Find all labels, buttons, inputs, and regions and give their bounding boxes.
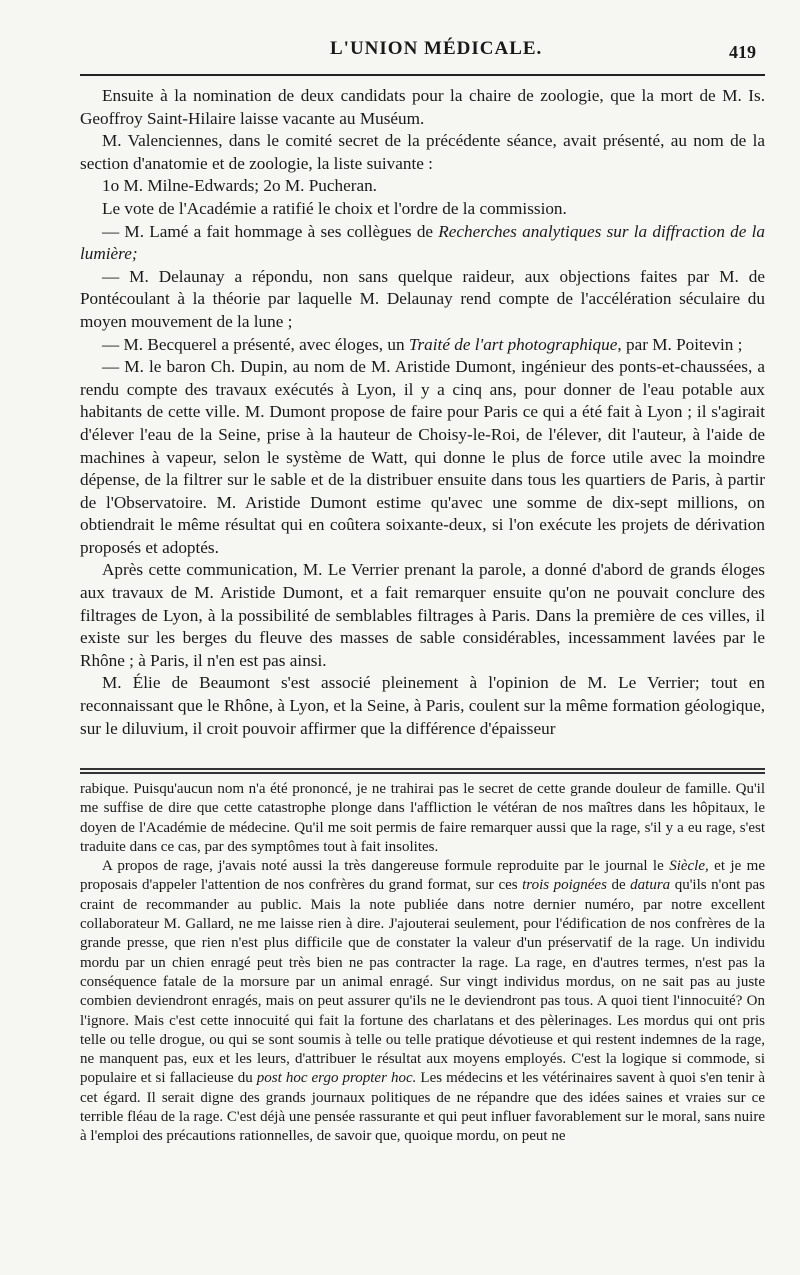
italic-phrase: trois poignées (522, 877, 607, 894)
becquerel-text-end: , par M. Poitevin ; (617, 334, 743, 354)
feuilleton-text: et je me proposais d'appeler l'attention de nos confrères du grand format, sur ces (80, 858, 765, 894)
feuilleton-text: de (606, 877, 631, 894)
paragraph-elie-de-beaumont: M. Élie de Beaumont s'est associé pleinement à l'opinion de M. Le Verrier; tout en reconnaissant que le Rhône, à Lyon, et la Seine, à Paris, coulent sur la même formation géologique, sur le diluvium, il croit pouvoir affirmer que la différence d'épaisseur (80, 673, 765, 738)
paragraph-delaunay: — M. Delaunay a répondu, non sans quelque raideur, aux objections faites par M. de Pontécoulant à la théorie par laquelle M. Delaunay rend compte de l'accélération séculaire du moyen mouvement de la lune ; (80, 266, 765, 331)
feuilleton-text: qu'ils n'ont pas craint de recommander au public. Mais la note publiée dans notre dernier numéro, par notre excellent collaborateur M. Gallard, ne me laisse rien à dire. J'ajouterai seulement, pour l'édification de nos confrères de la grande presse, que rien n'est plus difficile que de constater la valeur d'un préservatif de la rage. Un individu mordu par un chien enragé peut très bien ne pas contracter la rage. La rage, en d'autres termes, n'est pas la conséquence fatale de la morsure par un animal enragé. Sur vingt individus mordus, on ne sait pas au juste combien deviendront enragés, mais on peut assurer qu'ils ne le deviendront pas tous. A quoi tient l'innocuité? On l'ignore. Mais c'est cette innocuité qui fait la fortune des charlatans et des pèlerinages. Les mordus qui ont pris telle ou telle drogue, ou qui se sont soumis à telle ou telle pratique dévotieuse et qui restent indemnes de la rage, ne manquent pas, eux et les leurs, d'attribuer le résultat aux moyens employés. C'est la logique si commode, si populaire et si fallacieuse du (80, 877, 765, 1087)
feuilleton-column (80, 780, 765, 1147)
lame-text: — M. Lamé a fait hommage à ses collègues de (102, 221, 439, 241)
paragraph-zoology-chair: Ensuite à la nomination de deux candidats pour la chaire de zoologie, que la mort de M. Is. Geoffroy Saint-Hilaire laisse vacante au Muséum. (80, 86, 765, 128)
main-text-column (80, 85, 765, 740)
becquerel-work-title: Traité de l'art photographique (408, 334, 618, 354)
feuilleton-paragraph-1: rabique. Puisqu'aucun nom n'a été prononcé, je ne trahirai pas le secret de cette grande douleur de famille. Qu'il me suffise de dire que cette catastrophe plonge dans l'affliction le vétéran de nos maîtres dans les hôpitaux, le doyen de l'Académie de médecine. Qu'il me soit permis de faire remarquer aussi que la rage, s'il y a eu rage, s'est traduite dans ce cas, par des symptômes tout à fait insolites. (80, 781, 765, 855)
running-title: L'UNION MÉDICALE. (330, 38, 543, 59)
latin-phrase: post hoc ergo propter hoc. (256, 1070, 417, 1087)
journal-name: Siècle, (669, 858, 709, 875)
paragraph-becquerel (80, 334, 765, 357)
italic-phrase: datura (630, 877, 671, 894)
feuilleton-text: Les médecins et les vétérinaires savent à quoi s'en tenir à cet égard. Il serait digne des grands journaux politiques de ne répandre que des idées saines et vraies sur ce terrible fléau de la rage. C'est déjà une pensée rassurante et qui peut influer favorablement sur le moral, sans nuire à l'emploi des précautions rationnelles, de savoir que, quoique mordu, on peut ne (80, 1070, 765, 1145)
page-number: 419 (729, 42, 756, 62)
header-rule (80, 74, 765, 76)
feuilleton-text: A propos de rage, j'avais noté aussi la très dangereuse formule reproduite par le journal le (102, 858, 670, 875)
paragraph-candidates-list: 1o M. Milne-Edwards; 2o M. Pucheran. (102, 176, 377, 196)
paragraph-lame (80, 221, 765, 266)
feuilleton-paragraph-2 (80, 857, 765, 1146)
paragraph-le-verrier: Après cette communication, M. Le Verrier prenant la parole, a donné d'abord de grands éloges aux travaux de M. Aristide Dumont, et a fait remarquer ensuite qu'on ne pouvait conclure des filtrages de Lyon, à la possibilité de semblables filtrages à Paris. Dans la première de ces villes, il existe sur les berges du fleuve des masses de sable considérables, incessamment lavées par le Rhône ; à Paris, il n'en est pas ainsi. (80, 560, 765, 670)
feuilleton-separator (80, 768, 765, 774)
becquerel-text: — M. Becquerel a présenté, avec éloges, un (102, 334, 409, 354)
paragraph-valenciennes: M. Valenciennes, dans le comité secret de la précédente séance, avait présenté, au nom de la section d'anatomie et de zoologie, la liste suivante : (80, 131, 765, 173)
paragraph-dupin: — M. le baron Ch. Dupin, au nom de M. Aristide Dumont, ingénieur des ponts-et-chaussées, a rendu compte des travaux exécutés à Lyon, il y a cinq ans, pour donner de l'eau potable aux habitants de cette ville. M. Dumont propose de faire pour Paris ce qui a été fait à Lyon ; il s'agirait d'élever l'eau de la Seine, prise à la hauteur de Choisy-le-Roi, de l'élever, dit l'auteur, à l'aide de machines à vapeur, selon le système de Watt, qui donne le plus de force utile avec la moindre dépense, de la filtrer sur le sable et de la distribuer ensuite dans tous les quartiers de Paris, à partir de l'Observatoire. M. Aristide Dumont estime qu'avec une somme de dix-sept millions, on obtiendrait le même résultat qui en coûtera soixante-deux, si l'on exécute les projets de dérivation proposés et adoptés. (80, 357, 765, 557)
page-header (80, 38, 760, 68)
lame-work-title: Recherches analytiques sur la diffraction de la lumière; (80, 221, 766, 264)
paragraph-vote: Le vote de l'Académie a ratifié le choix et l'ordre de la commission. (102, 198, 567, 218)
